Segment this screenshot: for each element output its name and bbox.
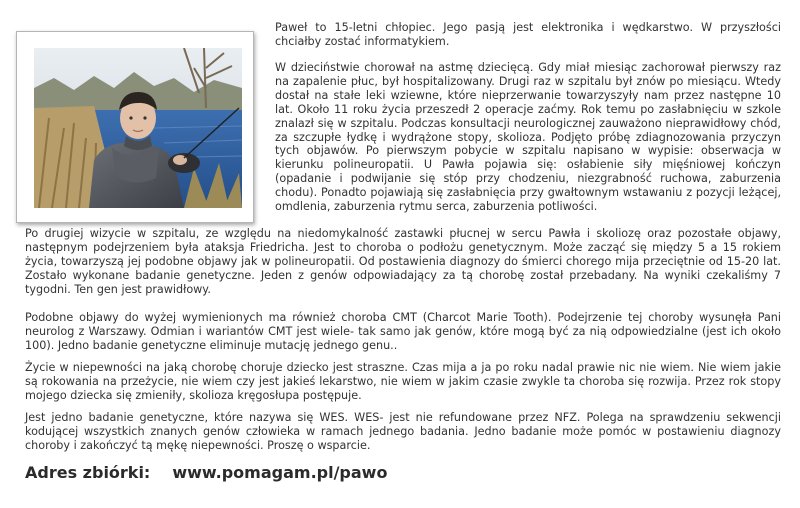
fundraiser-url-link[interactable]: www.pomagam.pl/pawo xyxy=(172,463,388,482)
wes-test-paragraph: Jest jedno badanie genetyczne, które nazywa się WES. WES- jest nie refundowane przez NFZ. Polega na sprawdzeniu sekwencji kodującej wszystkich znanych genów człowieka w ramach jednego badania. Jedno badanie może pomóc w postawieniu diagnozy choroby i zakończyć tą mękę niepewności. Proszę o wsparcie. xyxy=(25,411,781,452)
cmt-paragraph: Podobne objawy do wyżej wymienionych ma również choroba CMT (Charcot Marie Tooth). Podejrzenie tej choroby wysunęła Pani neurolog z Warszawy. Odmian i wariantów CMT jest wiele- tak samo jak genów, które mogą być za nią odpowiedzialne (jest ich około 100). Jedno badanie genetyczne eliminuje mutację jednego genu.. xyxy=(25,311,781,352)
intro-paragraph: Paweł to 15-letni chłopiec. Jego pasją jest elektronika i wędkarstwo. W przyszłości chciałby zostać informatykiem. xyxy=(275,21,781,48)
photo-frame xyxy=(16,31,254,223)
friedreich-ataxia-paragraph: Po drugiej wizycie w szpitalu, ze względu na niedomykalność zastawki płucnej w sercu Pawła i skoliozę oraz pozostałe objawy, następnym podejrzeniem była ataksja Friedricha. Jest to choroba o podłożu genetycznym. Może zacząć się między 5 a 15 rokiem życia, towarzyszą jej podobne objawy jak w polineuropatii. Od postawienia diagnozy do śmierci chorego mija przeciętnie od 15-20 lat. Zostało wykonane badanie genetyczne. Jeden z genów odpowiadający za tą chorobę został przebadany. Na wyniki czekaliśmy 7 tygodni. Ten gen jest prawidłowy. xyxy=(25,227,781,296)
boy-fishing-photo xyxy=(34,48,242,208)
uncertainty-paragraph: Życie w niepewności na jaką chorobę choruje dziecko jest straszne. Czas mija a ja po roku nadal prawie nic nie wiem. Nie wiem jakie są rokowania na przeżycie, nie wiem czy jest jakieś lekarstwo, nie wiem w jakim czasie zwykle ta choroba się rozwija. Przez rok stopy mojego dziecka się zmieniły, skolioza kręgosłupa postępuje. xyxy=(25,361,781,402)
childhood-history-paragraph: W dzieciństwie chorował na astmę dziecięcą. Gdy miał miesiąc zachorował pierwszy raz na zapalenie płuc, był hospitalizowany. Drugi raz w szpitalu był znów po miesiącu. Wtedy dostał na stałe leki wziewne, które nieprzerwanie towarzyszyły nam przez następne 10 lat. Około 11 roku życia przeszedł 2 operacje zaćmy. Rok temu po zasłabnięciu w szkole znalazł się w szpitalu. Podczas konsultacji neurologicznej zauważono nieprawidłowy chód, za szczupłe łydkę i wydrążone stopy, skolioza. Podjęto próbę zdiagnozowania przyczyn tych objawów. Po pierwszym pobycie w szpitalu napisano w wypisie: obserwacja w kierunku polineuropatii. U Pawła pojawia się: osłabienie siły mięśniowej kończyn (opadanie i podwijanie się stóp przy chodzeniu, niezgrabność ruchowa, zaburzenia chodu). Ponadto pojawiają się zasłabnięcia przy gwałtownym wstawaniu z pozycji leżącej, omdlenia, zaburzenia rytmu serca, zaburzenia potliwości. xyxy=(275,61,781,214)
fundraiser-address-label: Adres zbiórki: xyxy=(25,463,151,482)
fundraiser-address xyxy=(25,463,387,482)
